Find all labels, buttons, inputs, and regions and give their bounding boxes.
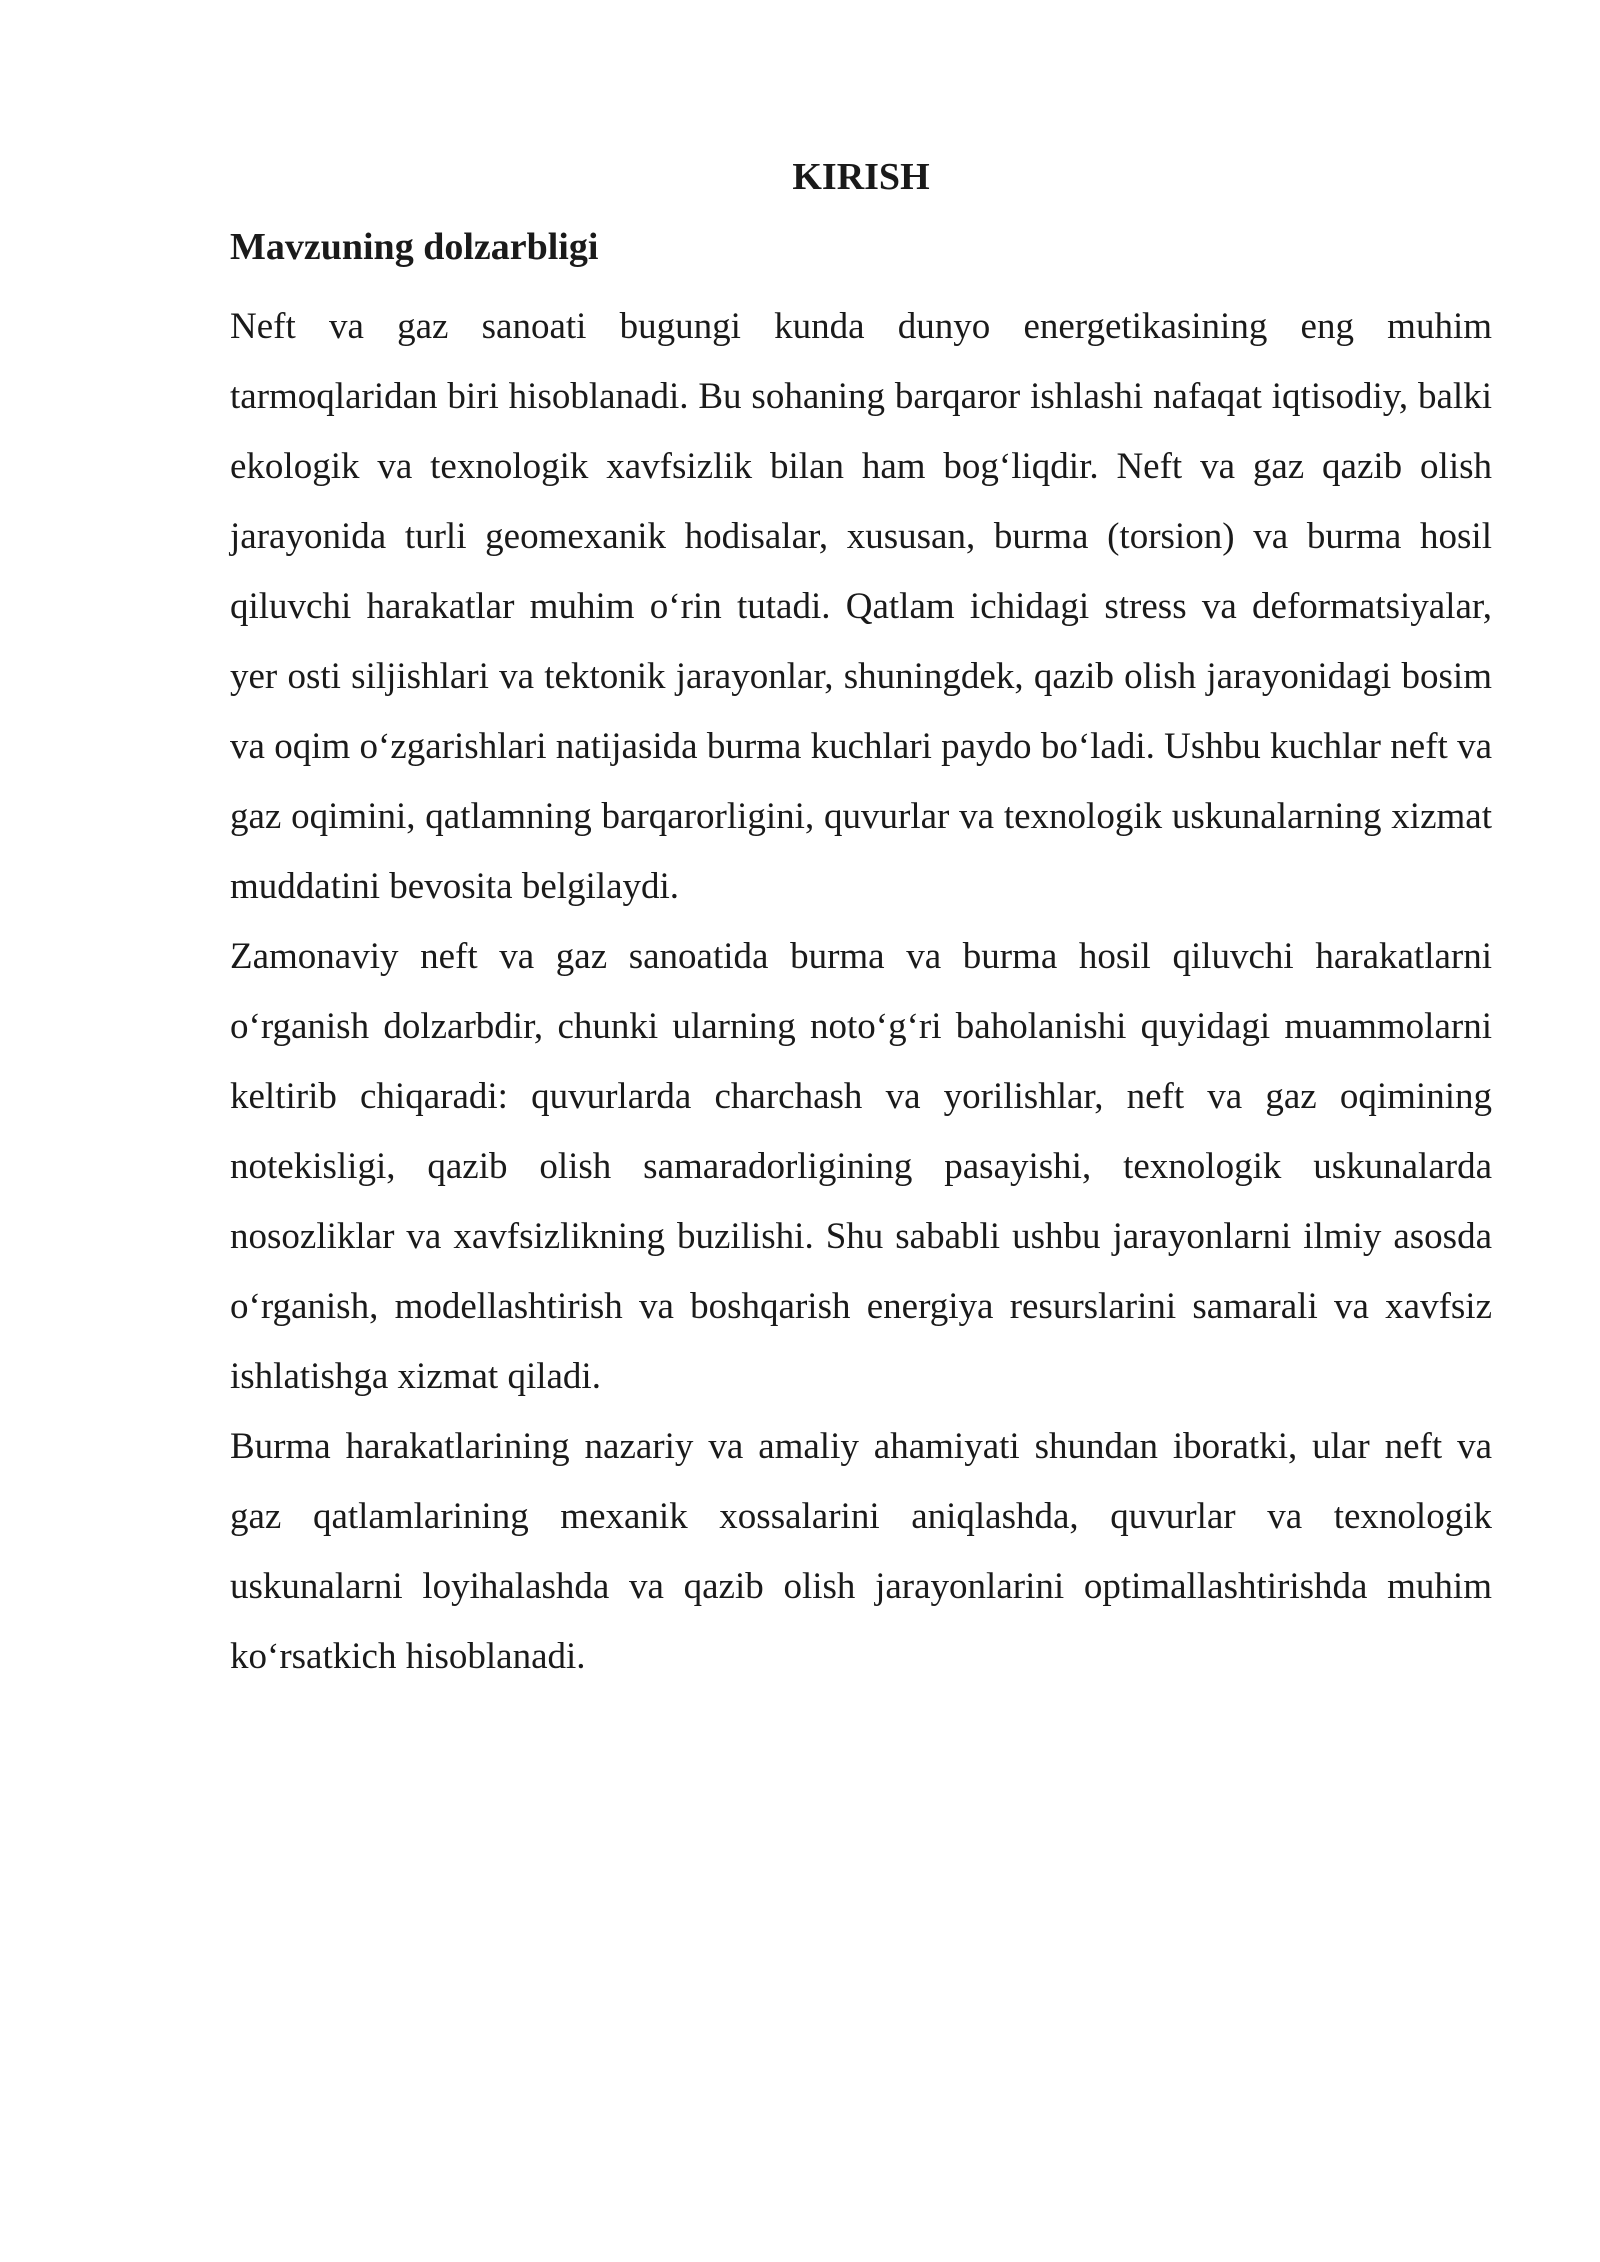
paragraph-1: Neft va gaz sanoati bugungi kunda dunyo energetikasining eng muhim tarmoqlaridan biri hisoblanadi. Bu sohaning barqaror ishlashi nafaqat iqtisodiy, balki ekologik va texnologik xavfsizlik bilan ham bog‘liqdir. Neft va gaz qazib olish jarayonida turli geomexanik hodisalar, xususan, burma (torsion) va burma hosil qiluvchi harakatlar muhim o‘rin tutadi. Qatlam ichidagi stress va deformatsiyalar, yer osti siljishlari va tektonik jarayonlar, shuningdek, qazib olish jarayonidagi bosim va oqim o‘zgarishlari natijasida burma kuchlari paydo bo‘ladi. Ushbu kuchlar neft va gaz oqimini, qatlamning barqarorligini, quvurlar va texnologik uskunalarning xizmat muddatini bevosita belgilaydi.: [230, 306, 1492, 907]
document-content: [230, 152, 1492, 1692]
paragraph-2: Zamonaviy neft va gaz sanoatida burma va burma hosil qiluvchi harakatlarni o‘rganish dolzarbdir, chunki ularning noto‘g‘ri baholanishi quyidagi muammolarni keltirib chiqaradi: quvurlarda charchash va yorilishlar, neft va gaz oqimining notekisligi, qazib olish samaradorligining pasayishi, texnologik uskunalarda nosozliklar va xavfsizlikning buzilishi. Shu sababli ushbu jarayonlarni ilmiy asosda o‘rganish, modellashtirish va boshqarish energiya resurslarini samarali va xavfsiz ishlatishga xizmat qiladi.: [230, 936, 1492, 1397]
section-heading: Mavzuning dolzarbligi: [230, 226, 599, 268]
paragraph-3: Burma harakatlarining nazariy va amaliy ahamiyati shundan iboratki, ular neft va gaz qatlamlarining mexanik xossalarini aniqlashda, quvurlar va texnologik uskunalarni loyihalashda va qazib olish jarayonlarini optimallashtirishda muhim ko‘rsatkich hisoblanadi.: [230, 1426, 1492, 1677]
page-title: KIRISH: [792, 156, 930, 198]
